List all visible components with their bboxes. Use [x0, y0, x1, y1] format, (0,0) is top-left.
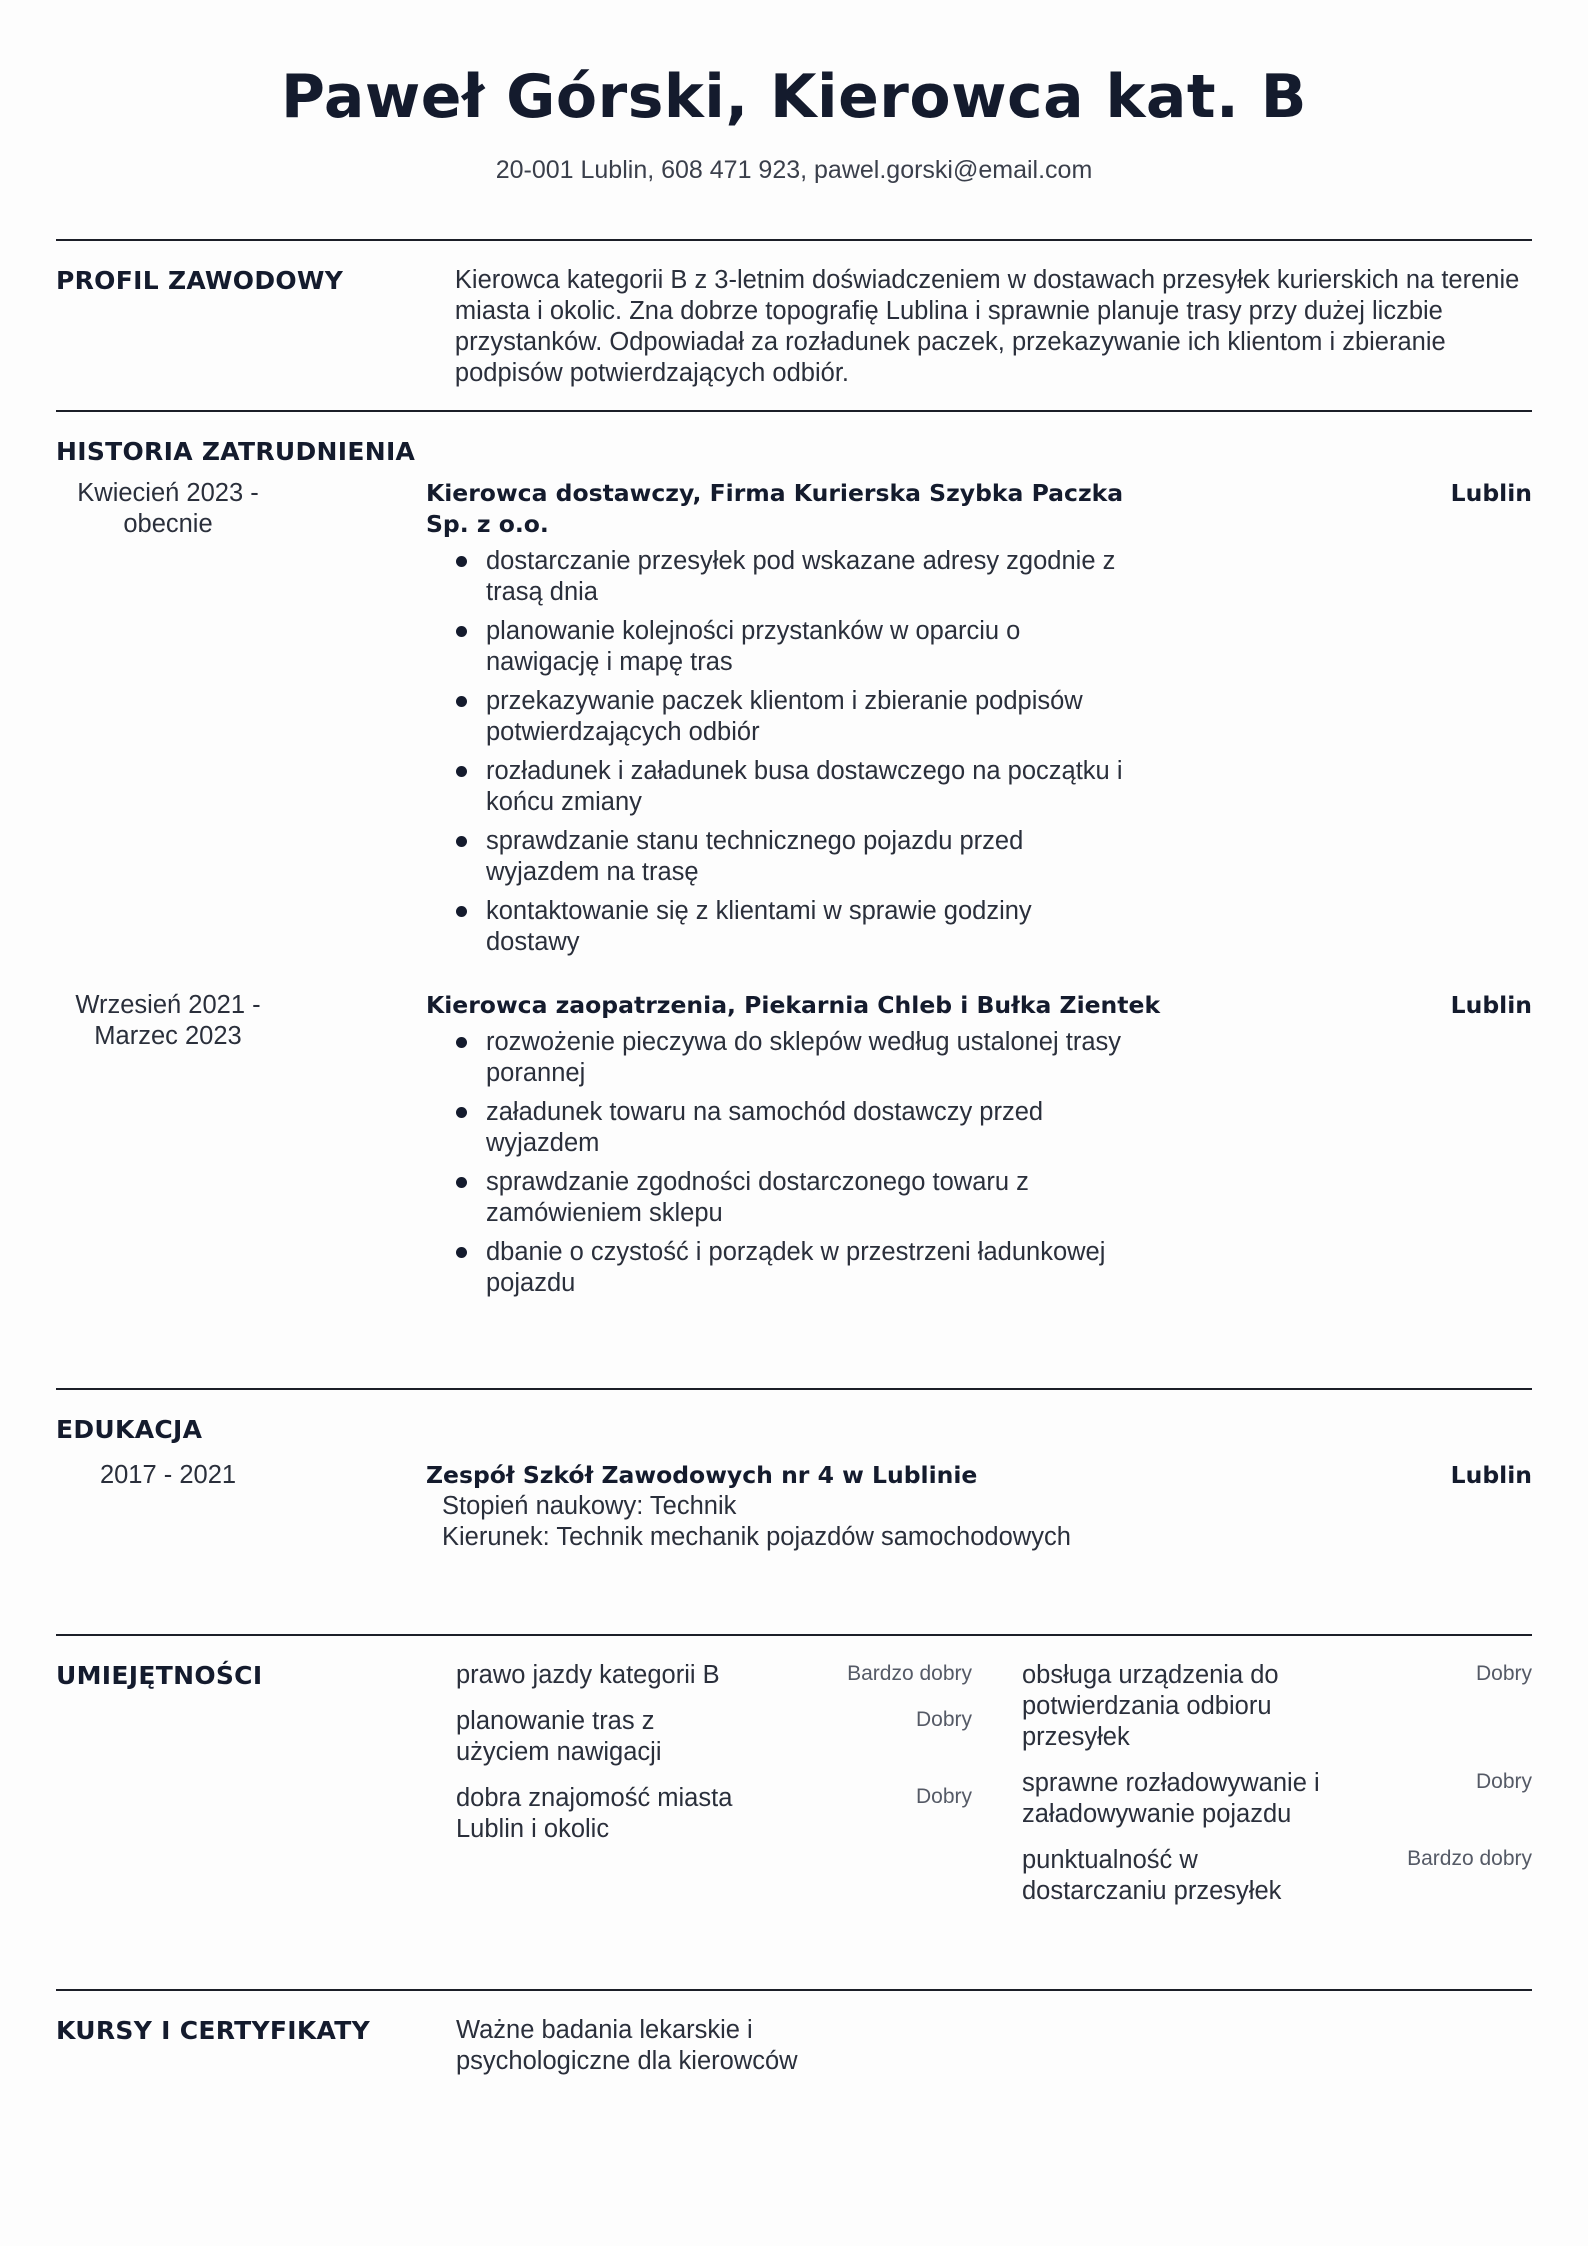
bullet-dot	[456, 696, 467, 707]
education-date: 2017 - 2021	[99, 1461, 237, 1489]
experience-heading: HISTORIA ZATRUDNIENIA	[56, 437, 416, 466]
skill-level: Bardzo dobry	[1407, 1847, 1532, 1870]
bullet-dot	[456, 1107, 467, 1118]
bullet-dot	[456, 1037, 467, 1048]
job-entry	[56, 478, 1532, 966]
resume-name-title: Paweł Górski, Kierowca kat. B	[281, 62, 1307, 132]
list-item	[426, 1167, 1126, 1229]
job-date: Kwiecień 2023 - obecnie	[77, 479, 259, 538]
education-heading: EDUKACJA	[56, 1415, 203, 1444]
duty-text: załadunek towaru na samochód dostawczy przed wyjazdem	[486, 1098, 1044, 1157]
duty-text: dbanie o czystość i porządek w przestrzeni ładunkowej pojazdu	[486, 1238, 1106, 1297]
school-name: Zespół Szkół Zawodowych nr 4 w Lublinie	[426, 1461, 978, 1489]
skill-name: obsługa urządzenia do potwierdzania odbioru przesyłek	[1022, 1661, 1279, 1751]
skill-item	[456, 1660, 972, 1691]
list-item	[426, 686, 1126, 748]
list-item	[426, 1237, 1126, 1299]
job-title: Kierowca zaopatrzenia, Piekarnia Chleb i Bułka Zientek	[426, 991, 1161, 1019]
list-item	[426, 896, 1126, 958]
duty-text: rozwożenie pieczywa do sklepów według ustalonej trasy porannej	[486, 1028, 1121, 1087]
skills-section	[56, 1634, 1532, 1989]
education-entry	[56, 1460, 1532, 1553]
job-location: Lublin	[1450, 991, 1532, 1019]
skills-column-right	[1022, 1660, 1532, 1989]
job-duties	[426, 546, 1166, 958]
skills-column-left	[456, 1660, 972, 1989]
skill-level: Dobry	[1475, 1662, 1532, 1685]
profile-heading: PROFIL ZAWODOWY	[56, 266, 344, 295]
skill-name: sprawne rozładowywanie i załadowywanie pojazdu	[1022, 1769, 1320, 1828]
skill-level: Dobry	[1475, 1770, 1532, 1793]
list-item	[426, 546, 1126, 608]
experience-section	[56, 410, 1532, 1388]
skill-level: Bardzo dobry	[847, 1662, 972, 1685]
bullet-dot	[456, 836, 467, 847]
skill-name: planowanie tras z użyciem nawigacji	[456, 1707, 662, 1766]
skill-item	[456, 1783, 972, 1845]
skill-level: Dobry	[915, 1785, 972, 1808]
skills-grid	[456, 1660, 1532, 1989]
job-body	[426, 990, 1166, 1307]
skill-name: prawo jazdy kategorii B	[456, 1661, 720, 1689]
duty-text: kontaktowanie się z klientami w sprawie godziny dostawy	[486, 897, 1032, 956]
profile-section	[56, 239, 1532, 410]
bullet-dot	[456, 1177, 467, 1188]
skill-item	[1022, 1660, 1532, 1753]
list-item	[426, 1027, 1126, 1089]
field-text: Kierunek: Technik mechanik pojazdów samochodowych	[442, 1523, 1071, 1551]
courses-heading: KURSY I CERTYFIKATY	[56, 2016, 371, 2045]
education-location: Lublin	[1450, 1461, 1532, 1489]
education-body	[426, 1460, 1166, 1553]
bullet-dot	[456, 626, 467, 637]
profile-text: Kierowca kategorii B z 3-letnim doświadczeniem w dostawach przesyłek kurierskich na terenie miasta i okolic. Zna dobrze topografię Lublina i sprawnie planuje trasy przy dużej liczbie przystanków. Odpowiadał za rozładunek paczek, przekazywanie ich klientom i zbieranie podpisów potwierdzających odbiór.	[454, 266, 1520, 387]
list-item	[426, 756, 1126, 818]
job-location: Lublin	[1450, 479, 1532, 507]
education-section	[56, 1388, 1532, 1634]
contact-line: 20-001 Lublin, 608 471 923, pawel.gorski@email.com	[495, 156, 1093, 184]
list-item	[426, 616, 1126, 678]
bullet-dot	[456, 556, 467, 567]
duty-text: dostarczanie przesyłek pod wskazane adresy zgodnie z trasą dnia	[486, 547, 1116, 606]
job-duties	[426, 1027, 1166, 1299]
duty-text: sprawdzanie stanu technicznego pojazdu przed wyjazdem na trasę	[486, 827, 1024, 886]
skill-item	[456, 1706, 972, 1768]
duty-text: sprawdzanie zgodności dostarczonego towaru z zamówieniem sklepu	[486, 1168, 1029, 1227]
duty-text: przekazywanie paczek klientom i zbieranie podpisów potwierdzających odbiór	[486, 687, 1083, 746]
duty-text: rozładunek i załadunek busa dostawczego na początku i końcu zmiany	[486, 757, 1123, 816]
list-item	[426, 826, 1126, 888]
list-item	[426, 1097, 1126, 1159]
skill-item	[1022, 1768, 1532, 1830]
skill-name: dobra znajomość miasta Lublin i okolic	[456, 1784, 733, 1843]
bullet-dot	[456, 906, 467, 917]
skill-name: punktualność w dostarczaniu przesyłek	[1022, 1846, 1282, 1905]
courses-section	[56, 1989, 1532, 2129]
bullet-dot	[456, 766, 467, 777]
course-item: Ważne badania lekarskie i psychologiczne dla kierowców	[456, 2016, 798, 2075]
skill-level: Dobry	[915, 1708, 972, 1731]
duty-text: planowanie kolejności przystanków w oparciu o nawigację i mapę tras	[486, 617, 1021, 676]
job-entry	[56, 990, 1532, 1307]
job-date: Wrzesień 2021 - Marzec 2023	[75, 991, 261, 1050]
skills-heading: UMIEJĘTNOŚCI	[56, 1661, 263, 1690]
degree-text: Stopień naukowy: Technik	[442, 1492, 737, 1520]
job-title: Kierowca dostawczy, Firma Kurierska Szybka Paczka Sp. z o.o.	[426, 479, 1124, 538]
job-body	[426, 478, 1166, 966]
bullet-dot	[456, 1247, 467, 1258]
skill-item	[1022, 1845, 1532, 1907]
